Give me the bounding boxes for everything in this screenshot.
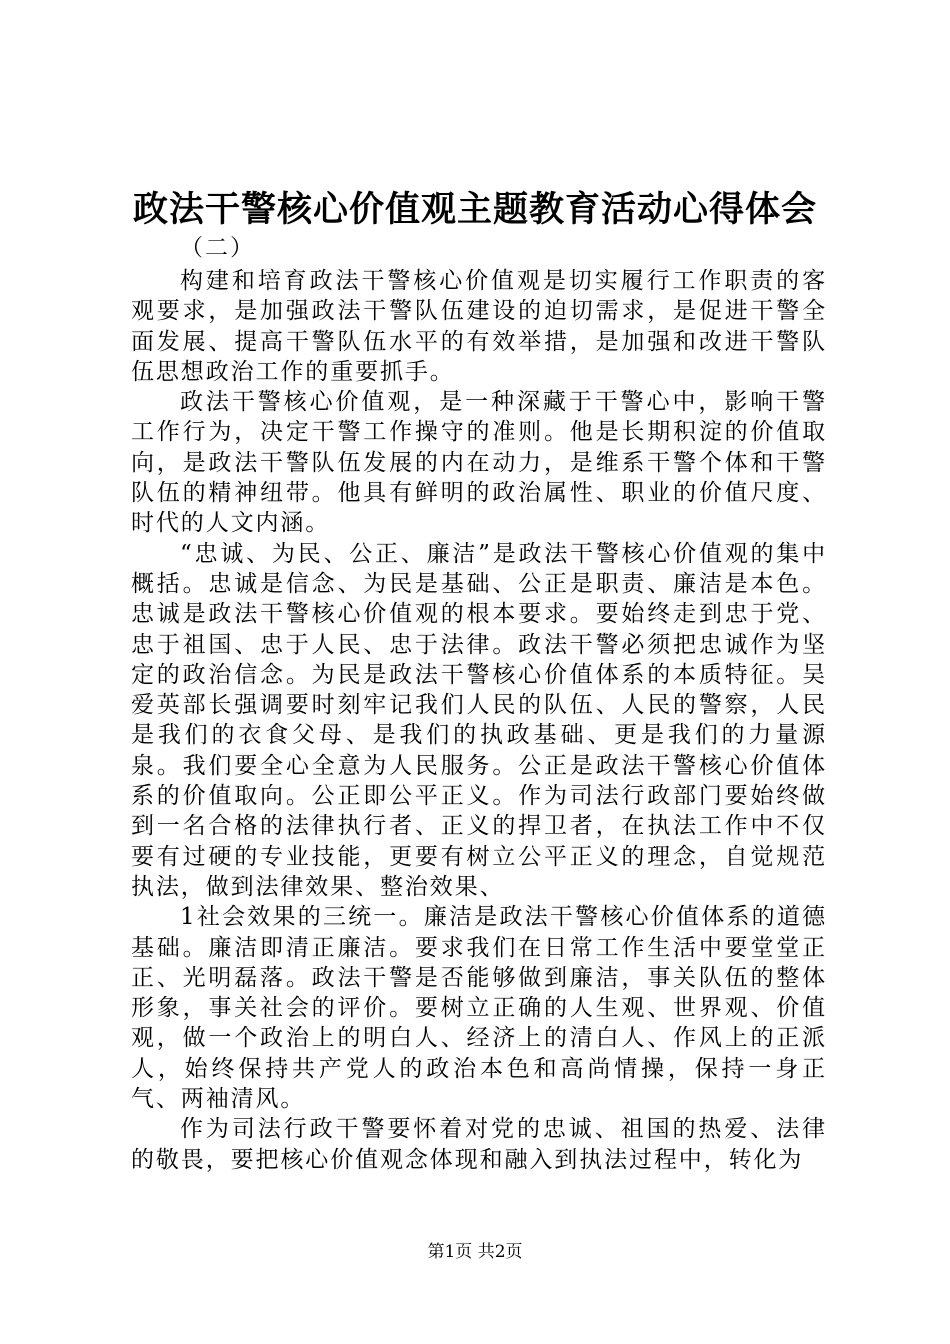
paragraph-3: “忠诚、为民、公正、廉洁”是政法干警核心价值观的集中概括。忠诚是信念、为民是基础、公正是职责、廉洁是本色。忠诚是政法干警核心价值观的根本要求。要始终走到忠于党、忠于祖国、忠于人民、忠于法律。政法干警必须把忠诚作为坚定的政治信念。为民是政法干警核心价值体系的本质特征。吴爱英部长强调要时刻牢记我们人民的队伍、人民的警察，人民是我们的衣食父母、是我们的执政基础、更是我们的力量源泉。我们要全心全意为人民服务。公正是政法干警核心价值体系的价值取向。公正即公平正义。作为司法行政部门要始终做到一名合格的法律执行者、正义的捍卫者，在执法工作中不仅要有过硬的专业技能，更要有树立公平正义的理念，自觉规范执法，做到法律效果、整治效果、 — [131, 540, 827, 900]
document-title: 政法干警核心价值观主题教育活动心得体会 — [132, 189, 817, 230]
paragraph-2: 政法干警核心价值观，是一种深藏于干警心中，影响干警工作行为，决定干警工作操守的准则。他是长期积淀的价值取向，是政法干警队伍发展的内在动力，是维系干警个体和干警队伍的精神纽带。他具有鲜明的政治属性、职业的价值尺度、时代的人文内涵。 — [131, 389, 827, 537]
document-subtitle: （二） — [180, 235, 255, 261]
paragraph-5: 作为司法行政干警要怀着对党的忠诚、祖国的热爱、法律的敬畏，要把核心价值观念体现和融入到执法过程中，转化为 — [131, 1116, 827, 1173]
document-body — [131, 266, 827, 1175]
paragraph-1: 构建和培育政法干警核心价值观是切实履行工作职责的客观要求，是加强政法干警队伍建设的迫切需求，是促进干警全面发展、提高干警队伍水平的有效举措，是加强和改进干警队伍思想政治工作的重要抓手。 — [131, 268, 827, 385]
paragraph-4: 1社会效果的三统一。廉洁是政法干警核心价值体系的道德基础。廉洁即清正廉洁。要求我们在日常工作生活中要堂堂正正、光明磊落。政法干警是否能够做到廉洁，事关队伍的整体形象，事关社会的评价。要树立正确的人生观、世界观、价值观，做一个政治上的明白人、经济上的清白人、作风上的正派人，始终保持共产党人的政治本色和高尚情操，保持一身正气、两袖清风。 — [131, 904, 827, 1113]
page-footer: 第1页 共2页 — [427, 1242, 523, 1262]
